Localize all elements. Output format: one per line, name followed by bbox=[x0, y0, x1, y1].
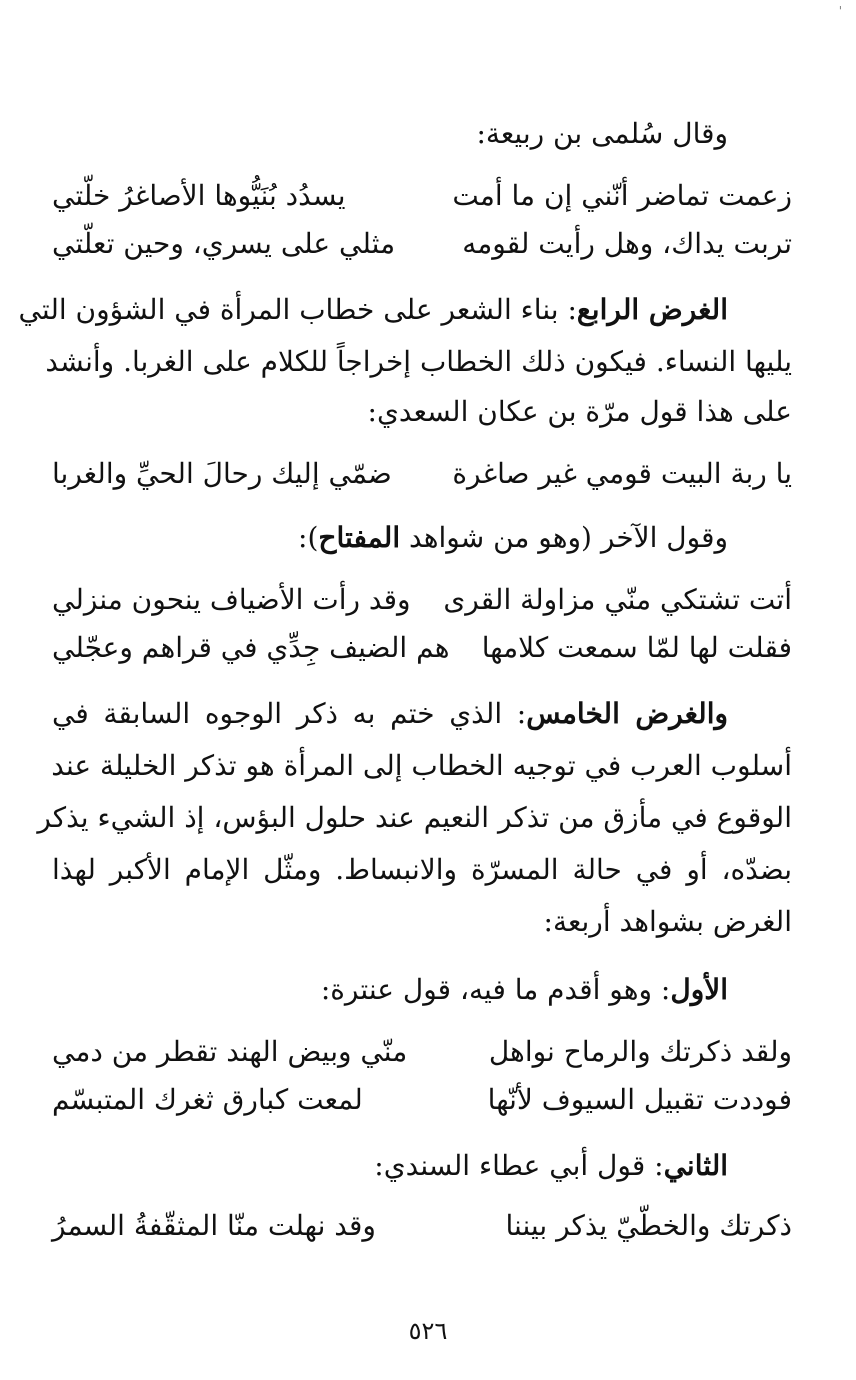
section-title-fifth: والغرض الخامس bbox=[526, 697, 729, 730]
verse-line bbox=[52, 628, 792, 668]
hemistich-first: ولقد ذكرتك والرماح نواهل bbox=[488, 1035, 792, 1068]
book-title-miftah: المفتاح bbox=[318, 521, 401, 554]
hemistich-second: وقد رأت الأضياف ينحون منزلي bbox=[52, 583, 411, 616]
paragraph-line: والغرض الخامس: الذي ختم به ذكر الوجوه السابقة في bbox=[52, 697, 729, 730]
verse-line bbox=[52, 224, 792, 264]
hemistich-second: هم الضيف جِدِّي في قراهم وعجّلي bbox=[52, 631, 450, 664]
label-second: الثاني bbox=[663, 1149, 728, 1182]
verse-line bbox=[52, 1080, 792, 1120]
hemistich-second: منّي وبيض الهند تقطر من دمي bbox=[52, 1035, 408, 1068]
page-number: ٥٢٦ bbox=[408, 1317, 448, 1345]
paragraph-line: الغرض بشواهد أربعة: bbox=[543, 905, 792, 938]
hemistich-second: وقد نهلت منّا المثقّفةُ السمرُ bbox=[52, 1209, 376, 1242]
section-title-fourth: الغرض الرابع bbox=[576, 293, 728, 326]
paragraph-line: يليها النساء. فيكون ذلك الخطاب إخراجاً للكلام على الغربا. وأنشد bbox=[45, 345, 792, 378]
verse-line bbox=[52, 454, 792, 494]
hemistich-second: ضمّي إليك رحالَ الحيِّ والغربا bbox=[52, 457, 392, 490]
hemistich-first: يا ربة البيت قومي غير صاغرة bbox=[452, 457, 792, 490]
hemistich-first: تربت يداك، وهل رأيت لقومه bbox=[462, 227, 792, 260]
verse-line bbox=[52, 1032, 792, 1072]
hemistich-second: يسدُد بُنَيُّوها الأصاغرُ خلّتي bbox=[52, 179, 346, 212]
verse-line bbox=[52, 176, 792, 216]
intro-salma: وقال سُلمى بن ربيعة: bbox=[476, 117, 728, 150]
hemistich-first: ذكرتك والخطّيّ يذكر بيننا bbox=[505, 1209, 792, 1242]
corner-mark: ' bbox=[838, 4, 842, 18]
paragraph-line: الغرض الرابع: بناء الشعر على خطاب المرأة في الشؤون التي bbox=[18, 293, 728, 326]
hemistich-second: لمعت كبارق ثغرك المتبسّم bbox=[52, 1083, 363, 1116]
verse-line bbox=[52, 1206, 792, 1246]
hemistich-first: فوددت تقبيل السيوف لأنّها bbox=[487, 1083, 792, 1116]
paragraph-line: بضدّه، أو في حالة المسرّة والانبساط. ومثّل الإمام الأكبر لهذا bbox=[52, 853, 793, 886]
hemistich-second: مثلي على يسري، وحين تعلّتي bbox=[52, 227, 396, 260]
verse-line bbox=[52, 580, 792, 620]
first-witness-intro: الأول: وهو أقدم ما فيه، قول عنترة: bbox=[320, 973, 728, 1006]
label-first: الأول bbox=[670, 973, 728, 1006]
hemistich-first: أتت تشتكي منّي مزاولة القرى bbox=[443, 583, 792, 616]
paragraph-line: على هذا قول مرّة بن عكان السعدي: bbox=[367, 395, 792, 428]
paragraph-line: أسلوب العرب في توجيه الخطاب إلى المرأة هو تذكر الخليلة عند bbox=[51, 749, 792, 782]
second-witness-intro: الثاني: قول أبي عطاء السندي: bbox=[374, 1149, 728, 1182]
hemistich-first: فقلت لها لمّا سمعت كلامها bbox=[481, 631, 792, 664]
hemistich-first: زعمت تماضر أنّني إن ما أمت bbox=[452, 179, 792, 212]
intro-other: وقول الآخر (وهو من شواهد المفتاح): bbox=[298, 521, 728, 554]
paragraph-line: الوقوع في مأزق من تذكر النعيم عند حلول البؤس، إذ الشيء يذكر bbox=[37, 801, 792, 834]
